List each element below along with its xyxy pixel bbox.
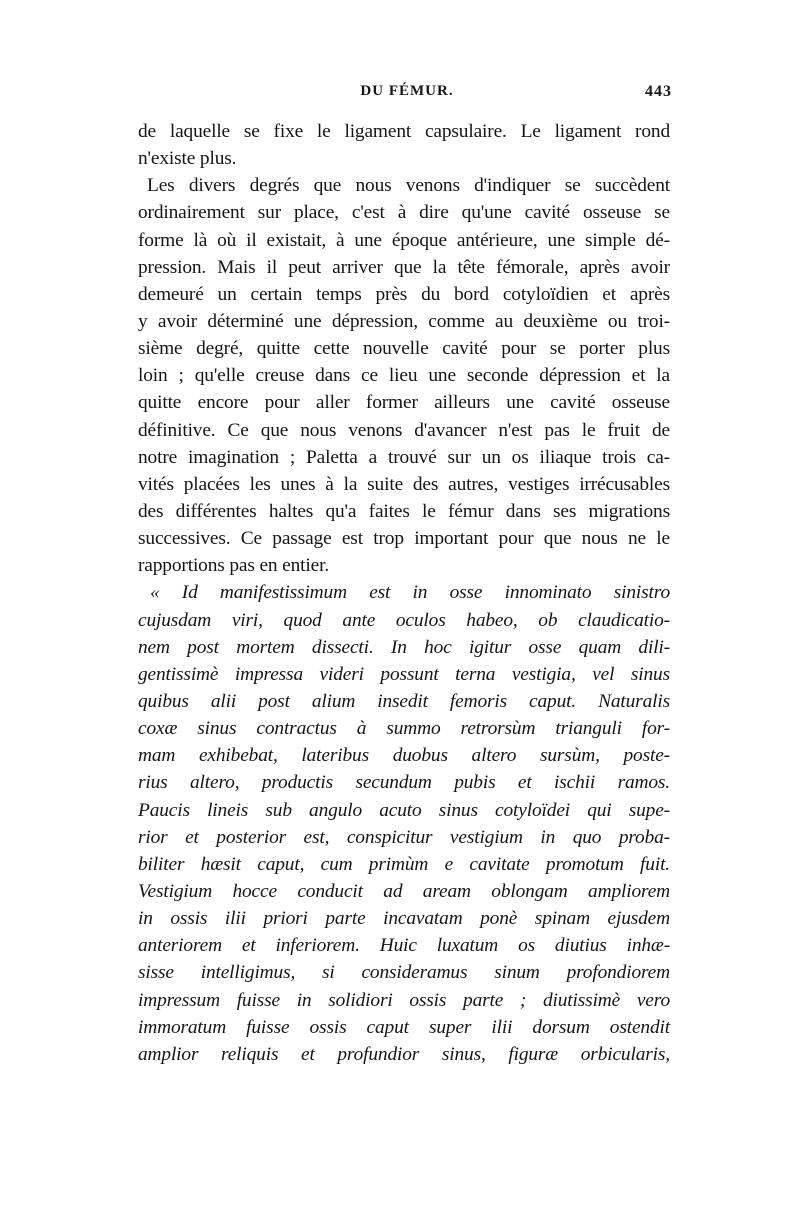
quote-line: impressum fuisse in solidiori ossis parte ; diutissimè vero (138, 989, 670, 1011)
text-line: des différentes haltes qu'a faites le fémur dans ses migrations (138, 500, 670, 522)
quote-line: cujusdam viri, quod ante oculos habeo, ob claudicatio- (138, 609, 670, 631)
text-line: rapportions pas en entier. (138, 555, 330, 577)
quote-line: Vestigium hocce conducit ad aream oblongam ampliorem (138, 880, 670, 902)
quote-line: immoratum fuisse ossis caput super ilii dorsum ostendit (138, 1016, 670, 1038)
quote-line: gentissimè impressa videri possunt terna vestigia, vel sinus (138, 663, 670, 685)
text-line: y avoir déterminé une dépression, comme au deuxième ou troi- (138, 310, 670, 332)
quote-line: rior et posterior est, conspicitur vestigium in quo proba- (138, 826, 670, 848)
text-line: n'existe plus. (138, 148, 237, 170)
text-line: ordinairement sur place, c'est à dire qu'une cavité osseuse se (138, 202, 670, 224)
text-line: Les divers degrés que nous venons d'indiquer se succèdent (147, 175, 670, 197)
text-line: sième degré, quitte cette nouvelle cavité pour se porter plus (138, 338, 670, 360)
text-line: successives. Ce passage est trop important pour que nous ne le (138, 528, 670, 550)
quote-line: biliter hæsit caput, cum primùm e cavitate promotum fuit. (138, 853, 670, 875)
text-line: demeuré un certain temps près du bord cotyloïdien et après (138, 283, 670, 305)
text-line: vités placées les unes à la suite des autres, vestiges irrécusables (138, 473, 670, 495)
page-number: 443 (645, 83, 672, 100)
running-head (142, 83, 672, 105)
quote-line: « Id manifestissimum est in osse innominato sinistro (150, 582, 670, 604)
quote-line: anteriorem et inferiorem. Huic luxatum os diutius inhæ- (138, 935, 670, 957)
quote-line: mam exhibebat, lateribus duobus altero sursùm, poste- (138, 745, 670, 767)
quote-line: quibus alii post alium insedit femoris caput. Naturalis (138, 690, 670, 712)
text-line: de laquelle se fixe le ligament capsulaire. Le ligament rond (138, 121, 670, 142)
text-line: quitte encore pour aller former ailleurs une cavité osseuse (138, 392, 670, 414)
body-text (138, 118, 670, 1068)
french-paragraphs (138, 118, 670, 579)
text-line: définitive. Ce que nous venons d'avancer n'est pas le fruit de (138, 419, 670, 441)
text-line: notre imagination ; Paletta a trouvé sur un os iliaque trois ca- (138, 446, 670, 468)
text-line: forme là où il existait, à une époque antérieure, une simple dé- (138, 229, 670, 251)
quote-line: coxæ sinus contractus à summo retrorsùm trianguli for- (138, 718, 670, 740)
quote-line: amplior reliquis et profundior sinus, figuræ orbicularis, (138, 1043, 670, 1065)
quote-line: sisse intelligimus, si consideramus sinum profondiorem (138, 962, 670, 984)
quote-line: in ossis ilii priori parte incavatam ponè spinam ejusdem (138, 908, 670, 930)
text-line: pression. Mais il peut arriver que la tête fémorale, après avoir (138, 256, 670, 278)
quote-line: rius altero, productis secundum pubis et ischii ramos. (138, 772, 670, 794)
quote-line: Paucis lineis sub angulo acuto sinus cotyloïdei qui supe- (138, 799, 670, 821)
latin-quotation (138, 579, 670, 1068)
text-line: loin ; qu'elle creuse dans ce lieu une seconde dépression et la (138, 365, 670, 387)
quote-line: nem post mortem dissecti. In hoc igitur osse quam dili- (138, 636, 670, 658)
running-title: DU FÉMUR. (360, 83, 454, 99)
